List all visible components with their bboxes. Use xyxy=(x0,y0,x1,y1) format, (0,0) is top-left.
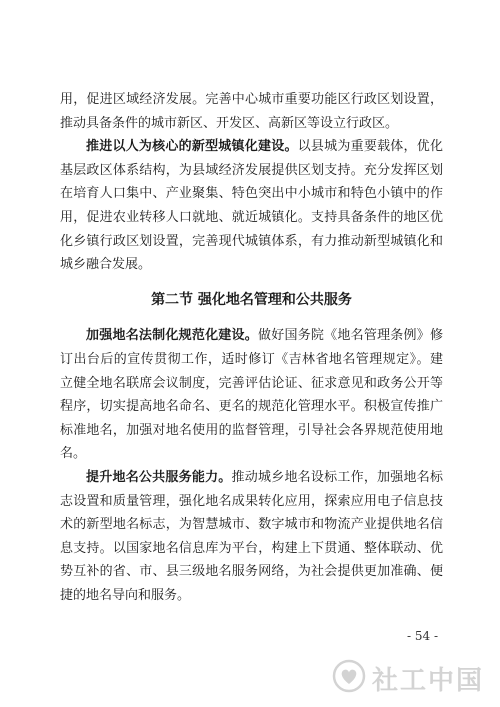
page-number: - 54 - xyxy=(406,629,438,643)
paragraph-body-text: 以县城为重要载体，优化基层政区体系结构，为县域经济发展提供区划支持。充分发挥区划在培育人口集中、产业聚集、特色突出中小城市和特色小镇中的作用，促进农业转移人口就地、就近城镇化。支持具备条件的地区优化乡镇行政区划设置，完善现代城镇体系，有力推动新型城镇化和城乡融合发展。 xyxy=(60,139,443,273)
watermark xyxy=(332,659,484,697)
paragraph-lead-bold: 推进以人为核心的新型城镇化建设。 xyxy=(86,139,298,155)
paragraph-body-text: 做好国务院《地名管理条例》修订出台后的宣传贯彻工作，适时修订《吉林省地名管理规定》。建立健全地名联席会议制度，完善评估论证、征求意见和政务公开等程序，切实提高地名命名、更名的规范化管理水平。积极宣传推广标准地名，加强对地名使用的监督管理，引导社会各界规范使用地名。 xyxy=(60,328,443,462)
heart-hands-logo-icon xyxy=(332,659,366,697)
document-body xyxy=(60,88,443,607)
paragraph-continuation: 用，促进区域经济发展。完善中心城市重要功能区行政区划设置，推动具备条件的城市新区、开发区、高新区等设立行政区。 xyxy=(60,92,443,131)
paragraph-legal-standardization xyxy=(60,324,443,466)
paragraph-body-text: 推动城乡地名设标工作，加强地名标志设置和质量管理，强化地名成果转化应用，探索应用电子信息技术的新型地名标志，为智慧城市、数字城市和物流产业提供地名信息支持。以国家地名信息库为平台，构建上下贯通、整体联动、优势互补的省、市、县三级地名服务网络，为社会提供更加准确、便捷的地名导向和服务。 xyxy=(60,469,443,603)
watermark-text: 社工中国 xyxy=(371,665,484,696)
paragraph-public-service xyxy=(60,466,443,608)
section-heading: 第二节 强化地名管理和公共服务 xyxy=(151,291,352,308)
paragraph-lead-bold: 加强地名法制化规范化建设。 xyxy=(86,328,258,344)
paragraph-lead-bold: 提升地名公共服务能力。 xyxy=(86,469,232,485)
paragraph-urbanization xyxy=(60,135,443,277)
